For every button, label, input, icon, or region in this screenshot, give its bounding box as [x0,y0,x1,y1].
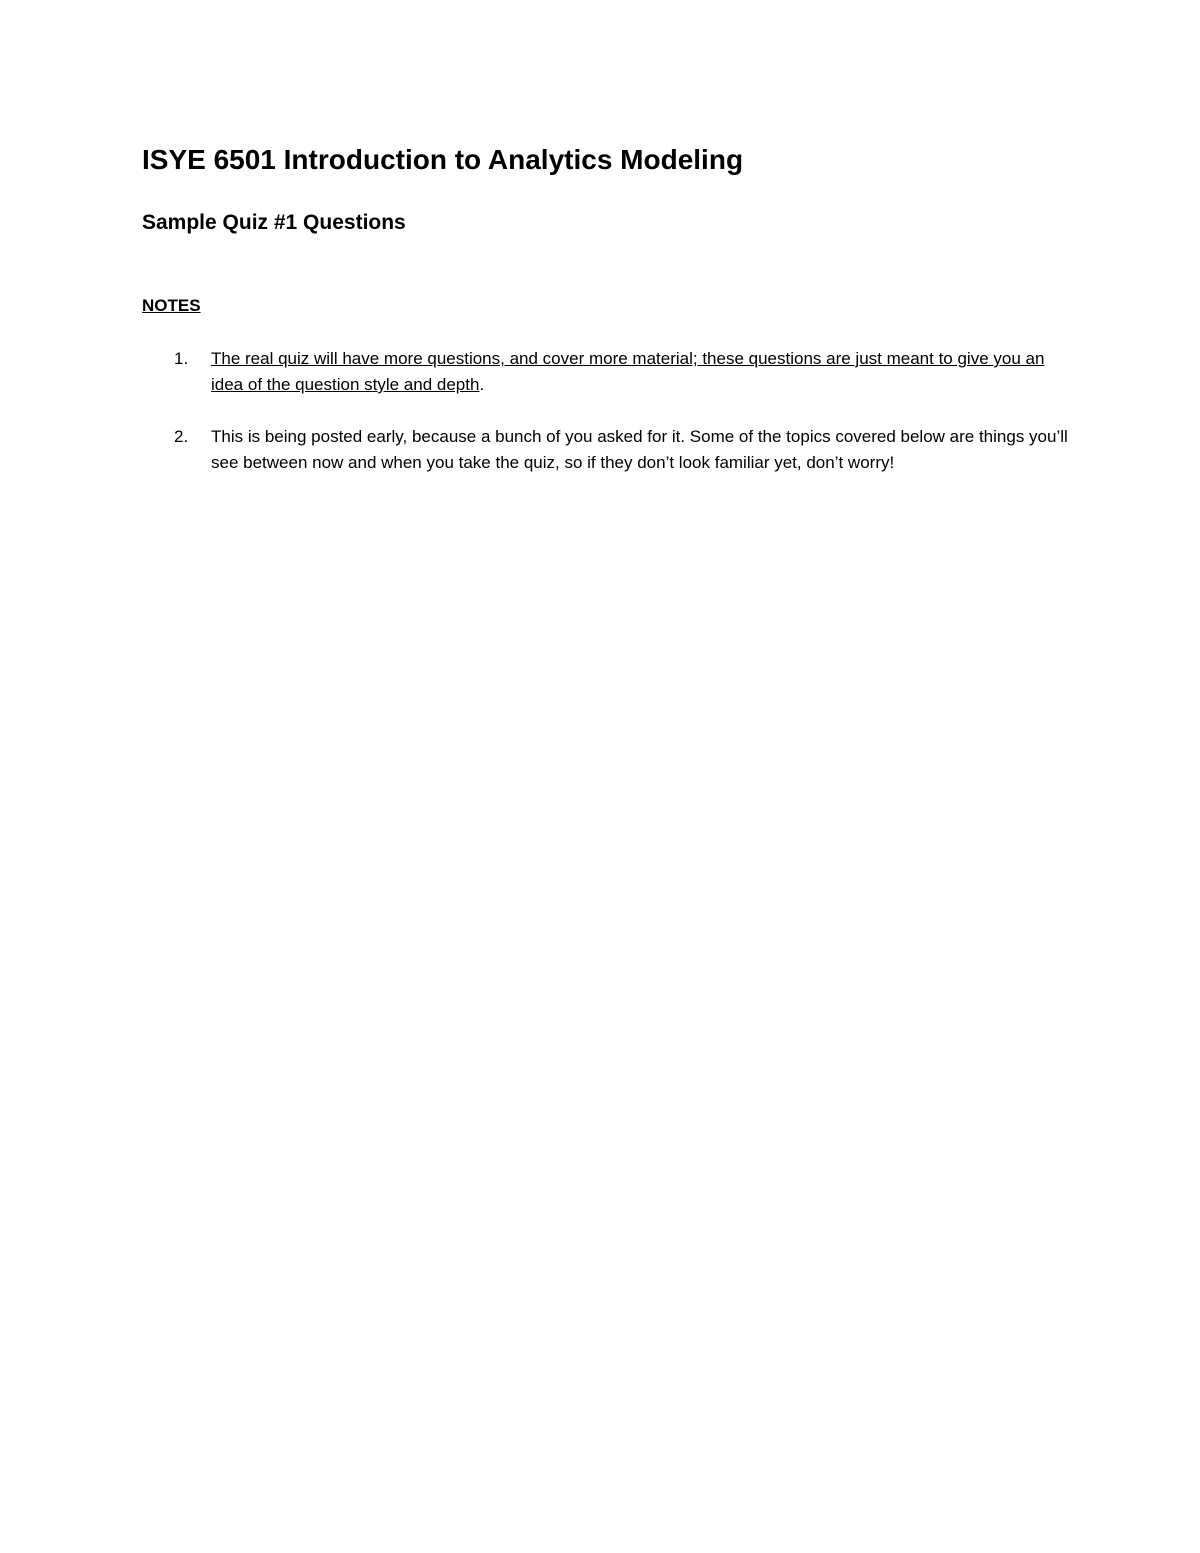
list-item-text: The real quiz will have more questions, and cover more material; these questions are just meant to give you an idea of the question style and depth [211,349,1045,394]
document-subtitle: Sample Quiz #1 Questions [142,211,406,234]
list-item-trailing-punctuation: . [479,375,485,394]
list-item [142,424,1072,476]
list-item [142,346,1072,398]
notes-list [142,346,1072,502]
notes-heading: NOTES [142,296,201,315]
list-item-text: This is being posted early, because a bunch of you asked for it. Some of the topics covered below are things you’ll see between now and when you take the quiz, so if they don’t look familiar yet, don’t worry! [211,427,1068,472]
list-item-number: 2. [174,427,189,446]
list-item-number: 1. [174,349,189,368]
document-title: ISYE 6501 Introduction to Analytics Modeling [142,144,744,175]
